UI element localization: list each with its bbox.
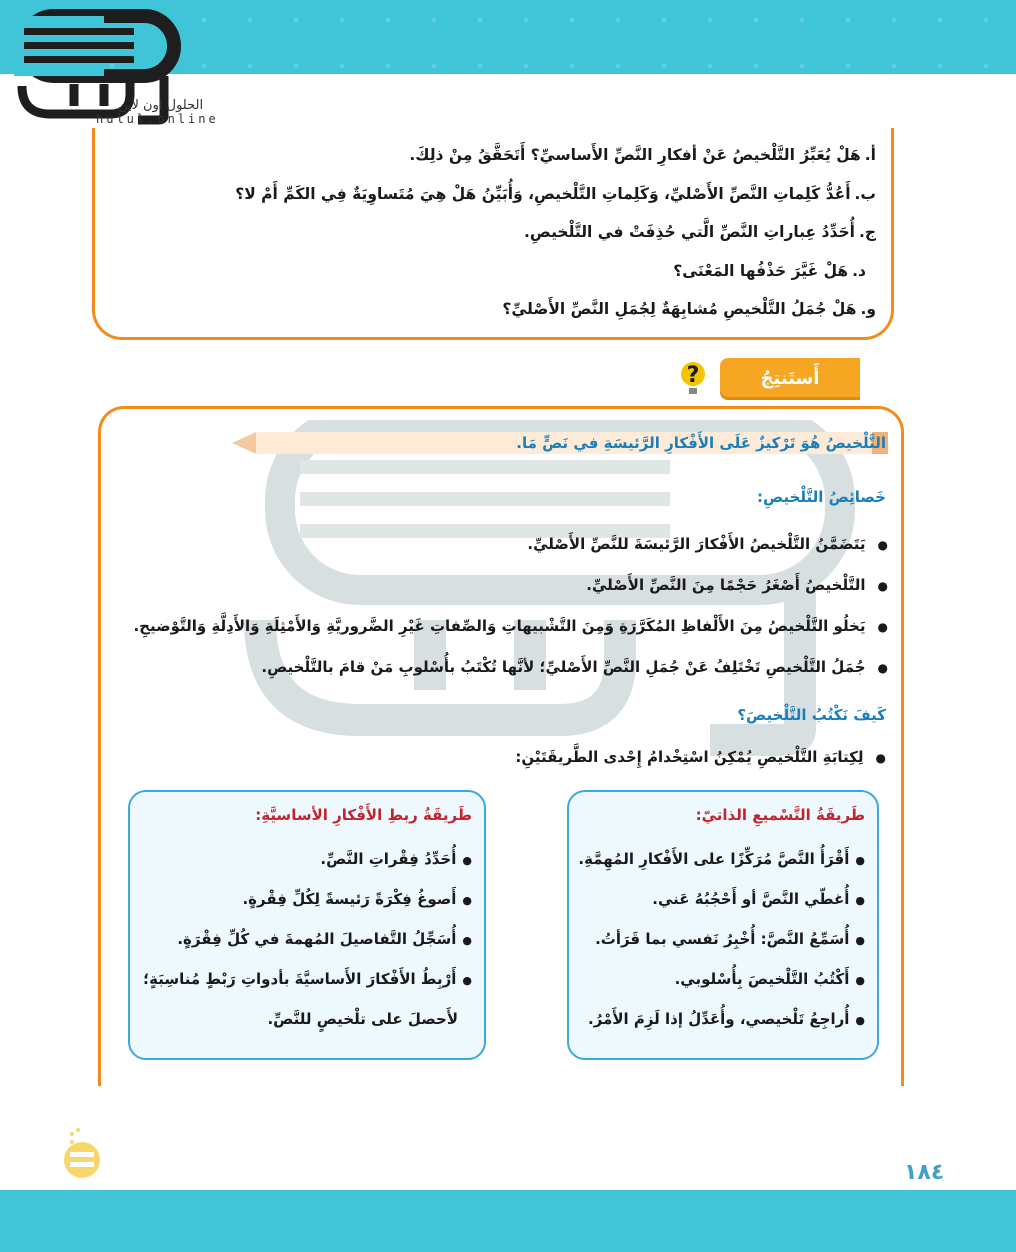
self-recitation-list [578,846,865,1046]
card-item: ● أَصوغُ فِكْرَةً رَئيسةً لِكُلِّ فِقْرةٍ. [143,886,472,926]
linking-ideas-list [143,846,472,1046]
question-c: ج.أُحَدِّدُ عِباراتِ النَّصِّ الَّتي حُذِفَتْ في التَّلْخيصِ. [524,223,876,241]
card-item: ● أُغطّي النَّصَّ أو أَحْجُبُهُ عَني. [578,886,865,926]
features-title: خَصائِصُ التَّلْخيصِ: [757,488,886,506]
linking-ideas-title: طَريقَةُ ربطِ الأَفْكارِ الأساسيَّةِ: [255,806,472,824]
lamp-icon [58,1124,106,1184]
linking-ideas-card [128,790,486,1060]
methods-intro: ● لِكِتابَةِ التَّلْخيصِ يُمْكِنُ اسْتِخْدامُ إِحْدى الطَّريقَتَيْنِ: [515,748,886,766]
svg-text:?: ? [686,363,700,388]
footer-white-strip [0,1148,1016,1190]
card-item: ● أُراجِعُ تَلْخيصي، وأُعَدِّلُ إذا لَزِمَ الأَمْرُ. [578,1006,865,1046]
card-item: ● أُسَمِّعُ النَّصَّ: أُخْبِرُ نَفسي بما قَرَأتُ. [578,926,865,966]
feature-item: ● يَتَضَمَّنُ التَّلْخيصُ الأَفْكارَ الرَّئيسَةَ للنَّصِّ الأَصْليِّ. [108,530,888,571]
logo-arabic-text: الحلول اون لاين [118,98,204,113]
page-number: ١٨٤ [904,1160,945,1185]
feature-item: ● التَّلْخيصُ أَصْغَرُ حَجْمًا مِنَ النَّصِّ الأَصْليِّ. [108,571,888,612]
question-mark-icon [678,360,708,396]
how-title: كَيفَ نَكْتُبُ التَّلْخيصَ؟ [737,706,886,724]
feature-item: ● يَخلُو التَّلْخيصُ مِنَ الأَلْفاظِ المُكَرَّرَةِ وَمِنَ التَّشْبيهاتِ وَالصِّفاتِ غَيْرِ الضَّروريَّةِ وَالأَمْثِلَةِ وَالأَدِلَّةِ وَالتَّوْضيحِ. [108,612,888,653]
card-item: ● أَرْبِطُ الأَفْكارَ الأَساسيَّةَ بأدواتِ رَبْطٍ مُناسِبَةٍ؛ [143,966,472,1006]
self-recitation-title: طَريقَةُ التَّسْميعِ الذاتيّ: [695,806,865,824]
card-item: ● أَقْرَأُ النَّصَّ مُرَكِّزًا على الأَفْكارِ المُهِمَّةِ. [578,846,865,886]
question-d: د.هَلْ غَيَّرَ حَذْفُها المَعْنَى؟ [673,261,866,280]
definition-text: التَّلْخيصُ هُوَ تَرْكيزٌ عَلَى الأَفْكارِ الرَّئيسَةِ في نَصٍّ مَا. [516,434,886,452]
question-a: أ.هَلْ يُعَبِّرُ التَّلْخيصُ عَنْ أفكارِ النَّصِّ الأَساسيِّ؟ أَتَحَقَّقُ مِنْ ذلِكَ. [409,146,876,164]
card-item: ● أَكْتُبُ التَّلْخيصَ بِأُسْلوبي. [578,966,865,1006]
logo-latin-text: hulul.online [96,112,219,126]
conclude-tab [720,358,860,400]
questions-list [76,140,876,333]
feature-item: ● جُمَلُ التَّلْخيصِ تَخْتَلِفُ عَنْ جُمَلِ النَّصِّ الأَصْليِّ؛ لأنَّها تُكْتَبُ بأُسْلوبِ مَنْ قامَ بالتَّلْخيصِ. [108,653,888,694]
self-recitation-card [567,790,879,1060]
card-item: ● أُسَجِّلُ التَّفاصيلَ المُهمةَ في كُلِّ فِقْرَةٍ. [143,926,472,966]
card-item-continuation: لأَحصلَ على تلْخيصٍ للنَّصِّ. [267,1010,458,1028]
conclude-label: أَستَنتِجُ [760,368,820,389]
question-b: ب.أَعُدُّ كَلِماتِ النَّصِّ الأَصْليِّ، وَكَلِماتِ التَّلْخيصِ، وَأُبَيِّنُ هَلْ هِيَ مُتَساوِيَةٌ فِي الكَمِّ أَمْ لا؟ [235,184,876,203]
question-e: و.هَلْ جُمَلُ التَّلْخيصِ مُشابِهَةٌ لِجُمَلِ النَّصِّ الأَصْليِّ؟ [502,300,876,318]
features-list [108,530,888,694]
card-item: ● أُحَدِّدُ فِقْراتِ النَّصِّ. [143,846,472,886]
